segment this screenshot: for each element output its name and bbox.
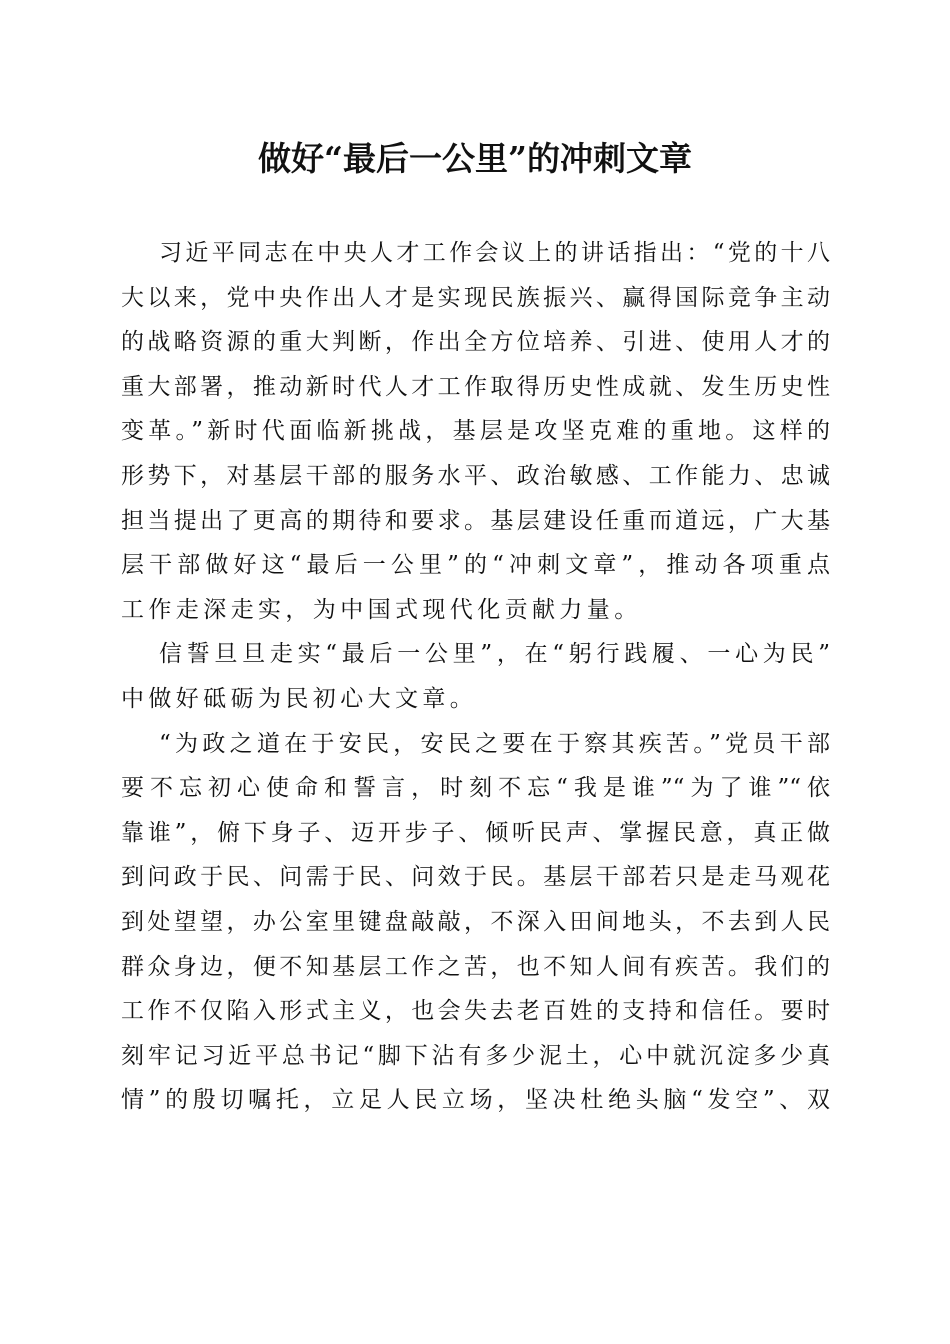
document-title: 做好“最后一公里”的冲刺文章 bbox=[258, 139, 692, 178]
paragraph-line: 中做好砥砺为民初心大文章。 bbox=[121, 686, 478, 712]
paragraph-line: 大以来，党中央作出人才是实现民族振兴、赢得国际竞争主动 bbox=[121, 285, 830, 311]
paragraph-line: 要不忘初心使命和誓言，时刻不忘“我是谁”“为了谁”“依 bbox=[121, 775, 830, 801]
paragraph-line: 群众身边，便不知基层工作之苦，也不知人间有疾苦。我们的 bbox=[121, 954, 830, 980]
paragraph-line: 到处望望，办公室里键盘敲敲，不深入田间地头，不去到人民 bbox=[121, 909, 830, 935]
paragraph-line: 担当提出了更高的期待和要求。基层建设任重而道远，广大基 bbox=[121, 508, 830, 534]
paragraph-line: 形势下，对基层干部的服务水平、政治敏感、工作能力、忠诚 bbox=[121, 463, 830, 489]
paragraph-line: 的战略资源的重大判断，作出全方位培养、引进、使用人才的 bbox=[121, 329, 830, 355]
paragraph-line: 情”的殷切嘱托，立足人民立场，坚决杜绝头脑“发空”、双 bbox=[121, 1087, 830, 1113]
paragraph-line: 层干部做好这“最后一公里”的“冲刺文章”，推动各项重点 bbox=[121, 552, 830, 578]
paragraph-line: 重大部署，推动新时代人才工作取得历史性成就、发生历史性 bbox=[121, 374, 830, 400]
paragraph-line: “为政之道在于安民，安民之要在于察其疾苦。”党员干部 bbox=[159, 731, 830, 757]
paragraph-line: 到问政于民、问需于民、问效于民。基层干部若只是走马观花 bbox=[121, 864, 830, 890]
paragraph-line: 工作走深走实，为中国式现代化贡献力量。 bbox=[121, 597, 642, 623]
paragraph-line: 刻牢记习近平总书记“脚下沾有多少泥土，心中就沉淀多少真 bbox=[121, 1043, 830, 1069]
paragraph-line: 信誓旦旦走实“最后一公里”，在“躬行践履、一心为民” bbox=[159, 641, 830, 667]
paragraph-line: 靠谁”，俯下身子、迈开步子、倾听民声、掌握民意，真正做 bbox=[121, 820, 830, 846]
paragraph-line: 习近平同志在中央人才工作会议上的讲话指出：“党的十八 bbox=[159, 240, 830, 266]
paragraph-line: 工作不仅陷入形式主义，也会失去老百姓的支持和信任。要时 bbox=[121, 998, 830, 1024]
paragraph-line: 变革。”新时代面临新挑战，基层是攻坚克难的重地。这样的 bbox=[121, 418, 830, 444]
